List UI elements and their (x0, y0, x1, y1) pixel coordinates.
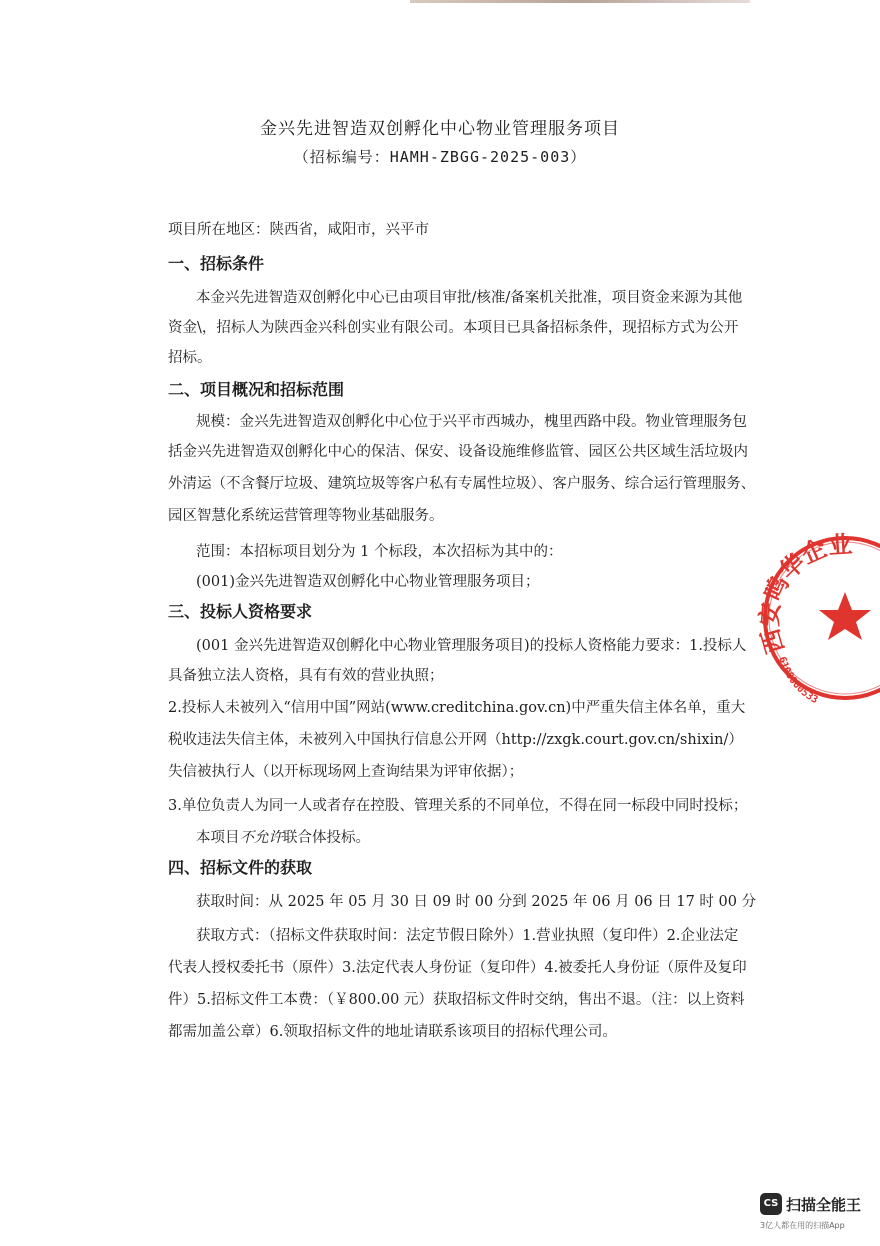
paragraph-line: 括金兴先进智造双创孵化中心的保洁、保安、设备设施维修监管、园区公共区域生活垃圾内 (168, 444, 748, 460)
scope-line: 范围：本招标项目划分为 1 个标段，本次招标为其中的： (196, 544, 563, 560)
watermark-tagline: 3亿人都在用的扫描App (760, 1221, 845, 1230)
paragraph-line: 获取方式：（招标文件获取时间：法定节假日除外）1.营业执照（复印件）2.企业法定 (196, 928, 739, 944)
project-location: 项目所在地区：陕西省，咸阳市，兴平市 (168, 222, 429, 238)
paragraph-line: 规模：金兴先进智造双创孵化中心位于兴平市西城办，槐里西路中段。物业管理服务包 (196, 414, 747, 430)
paragraph-line: 本金兴先进智造双创孵化中心已由项目审批/核准/备案机关批准，项目资金来源为其他 (196, 290, 743, 306)
section-heading-2: 二、项目概况和招标范围 (168, 380, 345, 399)
paragraph-line: (001 金兴先进智造双创孵化中心物业管理服务项目)的投标人资格能力要求：1.投标人 (196, 638, 747, 654)
paragraph-line: 资金\，招标人为陕西金兴科创实业有限公司。本项目已具备招标条件，现招标方式为公开 (168, 320, 739, 336)
consortium-suffix: 联合体投标。 (283, 830, 370, 846)
consortium-prefix: 本项目 (196, 830, 240, 846)
scanner-watermark (760, 1193, 870, 1233)
seal-name: 西安鸣华企业 (755, 530, 854, 657)
lot-line: (001)金兴先进智造双创孵化中心物业管理服务项目； (196, 574, 540, 590)
section-heading-1: 一、招标条件 (168, 254, 265, 273)
paragraph-line: 失信被执行人（以开标现场网上查询结果为评审依据）； (168, 764, 524, 780)
camscanner-logo-icon: CS (760, 1193, 782, 1215)
paragraph-line: 获取时间：从 2025 年 05 月 30 日 09 时 00 分到 2025 年 06 月 06 日 17 时 00 分 (196, 894, 757, 910)
consortium-line (196, 828, 756, 848)
seal-star-icon (819, 592, 871, 640)
section-heading-4: 四、招标文件的获取 (168, 858, 313, 877)
document-title: 金兴先进智造双创孵化中心物业管理服务项目 (260, 119, 620, 139)
paragraph-line: 招标。 (168, 350, 212, 366)
paragraph-line: 代表人授权委托书（原件）3.法定代表人身份证（复印件）4.被委托人身份证（原件及复印 (168, 960, 747, 976)
seal-number: 6100000533 (776, 655, 820, 705)
top-edge-decoration (410, 0, 750, 3)
paragraph-line: 税收违法失信主体，未被列入中国执行信息公开网（http://zxgk.court.gov.cn/shixin/） (168, 732, 743, 748)
paragraph-line: 外清运（不含餐厅垃圾、建筑垃圾等客户私有专属性垃圾）、客户服务、综合运行管理服务、 (168, 476, 756, 492)
paragraph-line: 具备独立法人资格，具有有效的营业执照； (168, 668, 444, 684)
paragraph-line: 件）5.招标文件工本费：（￥800.00 元）获取招标文件时交纳，售出不退。（注：以上资料 (168, 992, 745, 1008)
paragraph-line: 3.单位负责人为同一人或者存在控股、管理关系的不同单位，不得在同一标段中同时投标； (168, 798, 748, 814)
section-heading-3: 三、投标人资格要求 (168, 602, 313, 621)
consortium-not-allowed: 不允许 (239, 830, 283, 846)
paragraph-line: 2.投标人未被列入“信用中国”网站(www.creditchina.gov.cn)中严重失信主体名单，重大 (168, 700, 746, 716)
watermark-app-name: 扫描全能王 (786, 1196, 862, 1214)
paragraph-line: 都需加盖公章）6.领取招标文件的地址请联系该项目的招标代理公司。 (168, 1024, 617, 1040)
paragraph-line: 园区智慧化系统运营管理等物业基础服务。 (168, 508, 444, 524)
company-seal (755, 530, 880, 705)
bid-number: （招标编号：HAMH-ZBGG-2025-003） (293, 148, 587, 166)
